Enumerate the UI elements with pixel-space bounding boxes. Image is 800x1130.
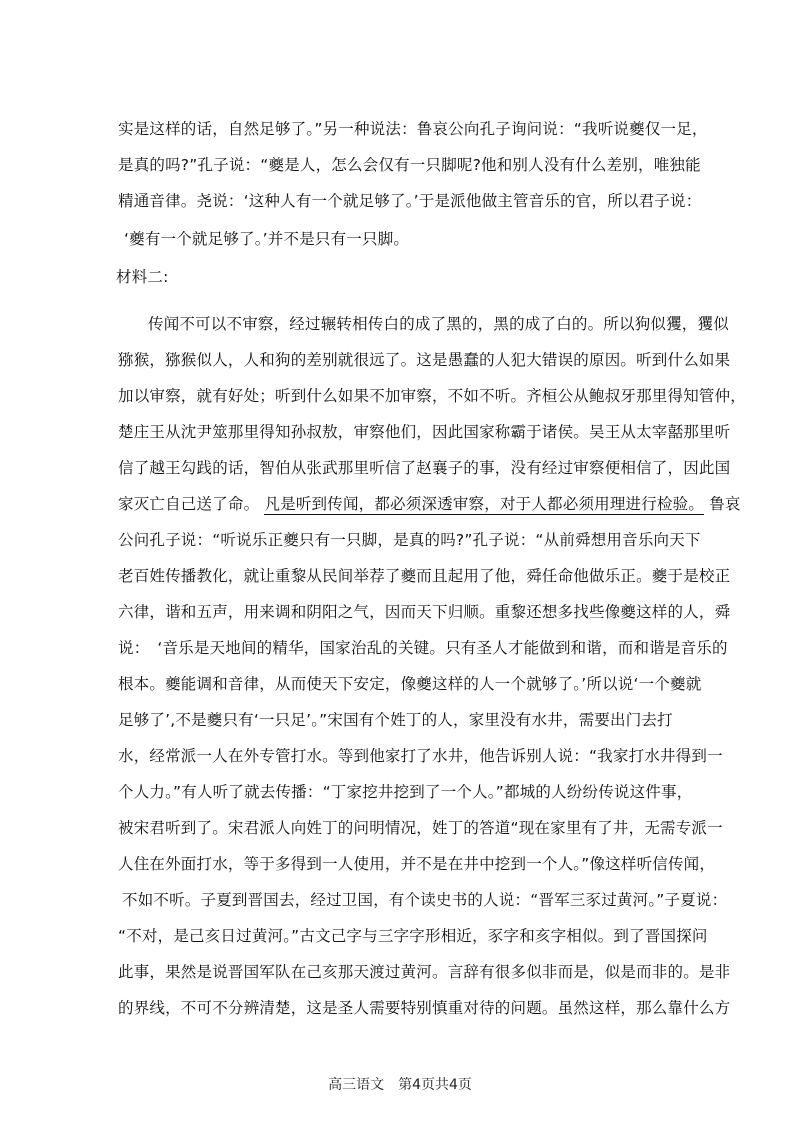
text-line: 人住在外面打水，等于多得到一人使用，并不是在井中挖到一个人。”像这样听信传闻， (118, 855, 716, 873)
text-line: ‘夔有一个就足够了。’并不是只有一只脚。 (124, 230, 410, 248)
text-line: 此事，果然是说晋国军队在己亥那天渡过黄河。言辞有很多似非而是，似是而非的。是非 (118, 963, 731, 981)
text-line: 精通音律。尧说：‘这种人有一个就足够了。’于是派他做主管音乐的官，所以君子说： (118, 192, 702, 210)
text-line: 不如不听。子夏到晋国去，经过卫国，有个读史书的人说：“晋军三豕过黄河。”子夏说： (122, 891, 728, 909)
text-line: 水，经常派一人在外专管打水。等到他家打了水井，他告诉别人说：“我家打水井得到一 (118, 747, 723, 765)
text-line: 加以审察，就有好处；听到什么如果不加审察，不如不听。齐桓公从鲍叔牙那里得知管仲， (118, 387, 747, 405)
text-line: 信了越王勾践的话，智伯从张武那里听信了赵襄子的事，没有经过审察便相信了，因此国 (118, 459, 731, 477)
text-line: 传闻不可以不审察，经过辗转相传白的成了黑的，黑的成了白的。所以狗似玃，玃似 (148, 315, 729, 333)
text-line: 猕猴，猕猴似人，人和狗的差别就很远了。这是愚蠢的人犯大错误的原因。听到什么如果 (118, 351, 731, 369)
text-line: 说： ‘音乐是天地间的精华，国家治乱的关键。只有圣人才能做到和谐，而和谐是音乐的 (118, 639, 728, 657)
text-line: 是真的吗?”孔子说：“夔是人，怎么会仅有一只脚呢?他和别人没有什么差别，唯独能 (118, 156, 701, 174)
section-heading: 材料二: (116, 268, 169, 286)
underlined-sentence: 凡是听到传闻，都必须深透审察，对于人都必须用理进行检验。 (264, 495, 705, 513)
text-line: 老百姓传播教化，就让重黎从民间举荐了夔而且起用了他，舜任命他做乐正。夔于是校正 (118, 567, 731, 585)
page-footer: 高三语文 第4页共4页 (328, 1077, 472, 1093)
text-segment: 鲁哀 (709, 495, 741, 513)
text-line: 个人力。”有人听了就去传播：“丁家挖井挖到了一个人。”都城的人纷纷传说这件事， (118, 783, 693, 801)
text-line: “不对，是己亥日过黄河。”古文己字与三字字形相近，豕字和亥字相似。到了晋国探问 (118, 927, 708, 945)
text-line: 的界线，不可不分辨清楚，这是圣人需要特别慎重对待的问题。虽然这样，那么靠什么方 (118, 999, 731, 1017)
text-line: 足够了’,不是夔只有‘一只足’。”宋国有个姓丁的人，家里没有水井，需要出门去打 (118, 711, 673, 729)
text-line: 六律，谐和五声，用来调和阴阳之气，因而天下归顺。重黎还想多找些像夔这样的人，舜 (118, 603, 731, 621)
text-line: 被宋君听到了。宋君派人向姓丁的问明情况，姓丁的答道“现在家里有了井，无需专派一 (118, 819, 723, 837)
text-segment: 家灭亡自己送了命。 (118, 495, 260, 513)
text-line (118, 493, 741, 515)
text-line: 公问孔子说：“听说乐正夔只有一只脚，是真的吗?”孔子说：“从前舜想用音乐向天下 (118, 531, 701, 549)
text-line: 根本。夔能调和音律，从而使天下安定，像夔这样的人一个就够了。’所以说‘一个夔就 (118, 675, 702, 693)
text-line: 楚庄王从沈尹筮那里得知孙叔敖，审察他们，因此国家称霸于诸侯。吴王从太宰嚭那里听 (118, 423, 731, 441)
text-line: 实是这样的话，自然足够了。”另一种说法：鲁哀公向孔子询问说：“我听说夔仅一足， (118, 120, 708, 138)
